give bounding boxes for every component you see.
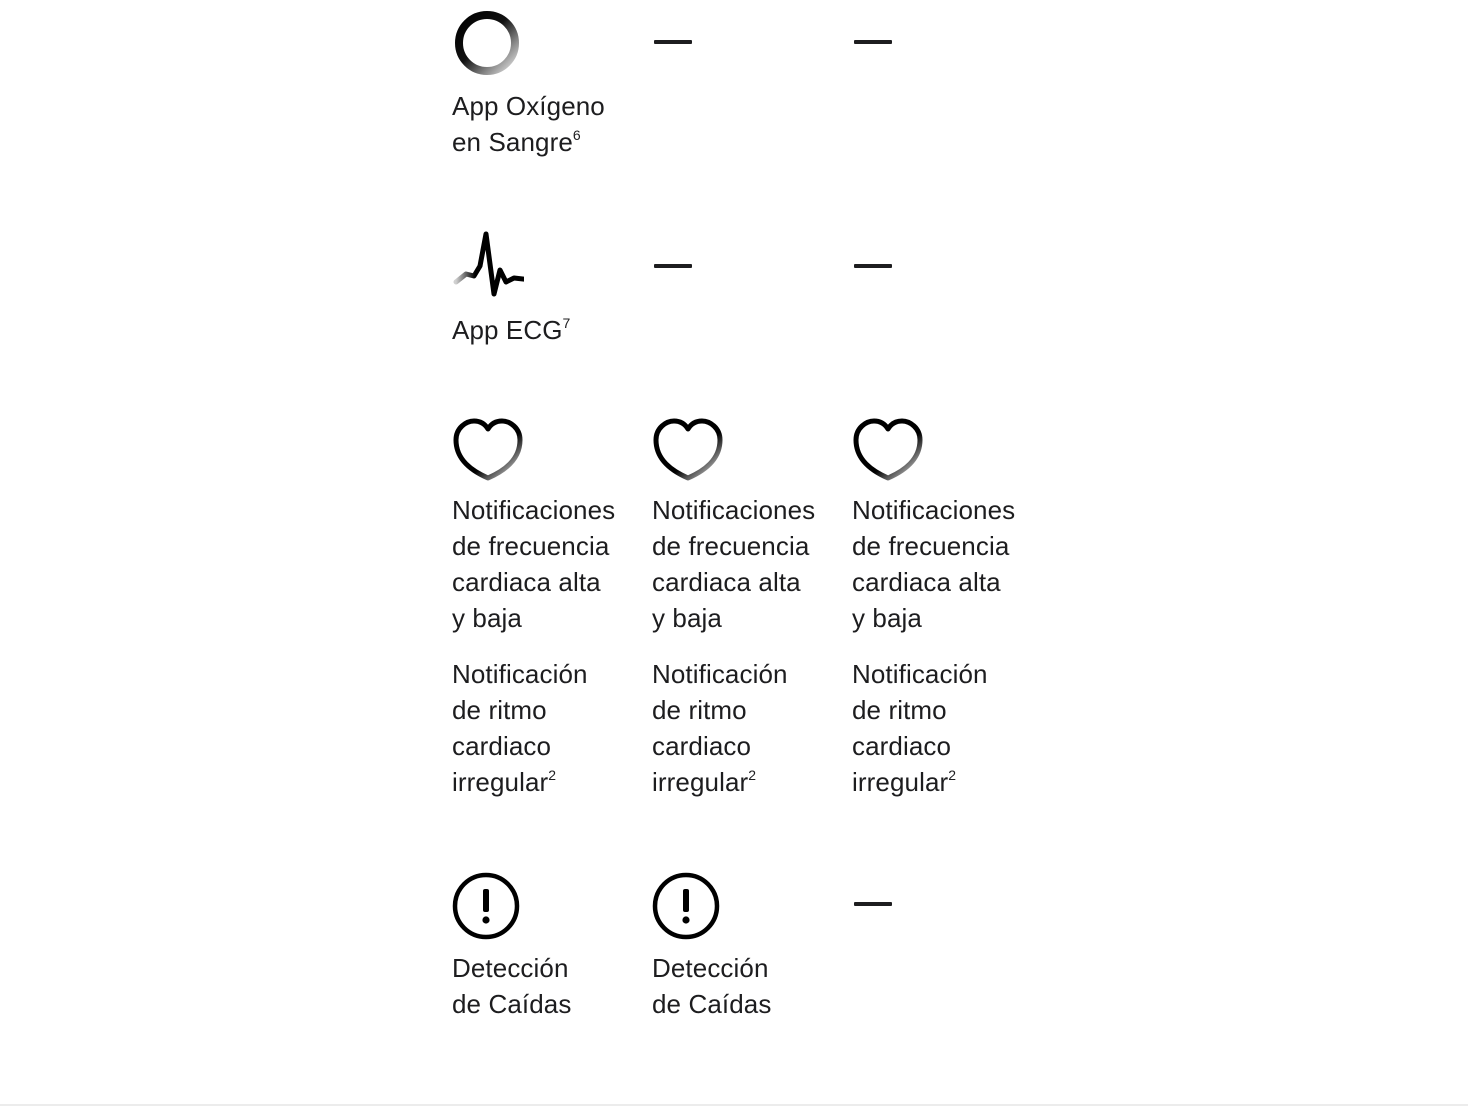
irregular-rhythm-label bbox=[652, 656, 842, 800]
ecg-footnote[interactable]: 7 bbox=[562, 315, 571, 331]
not-available-dash bbox=[854, 902, 892, 906]
irregular-rhythm-footnote[interactable]: 2 bbox=[948, 767, 957, 783]
irregular-rhythm-label bbox=[452, 656, 642, 800]
irregular-rhythm-text: Notificación de ritmo cardiaco irregular bbox=[452, 659, 588, 797]
blood-oxygen-label-line1: App Oxígeno bbox=[452, 91, 605, 121]
irregular-rhythm-text: Notificación de ritmo cardiaco irregular bbox=[852, 659, 988, 797]
heart-notifications-cell bbox=[852, 416, 1042, 800]
irregular-rhythm-text: Notificación de ritmo cardiaco irregular bbox=[652, 659, 788, 797]
ecg-waveform-icon bbox=[452, 230, 524, 302]
blood-oxygen-label-line2: en Sangre bbox=[452, 127, 573, 157]
not-available-dash bbox=[854, 40, 892, 44]
fall-detection-cell bbox=[652, 870, 842, 1022]
heart-outline-icon bbox=[852, 416, 924, 488]
blood-oxygen-ring-icon bbox=[452, 8, 524, 80]
fall-detection-label: Detección de Caídas bbox=[652, 953, 772, 1019]
irregular-rhythm-footnote[interactable]: 2 bbox=[548, 767, 557, 783]
heart-outline-icon bbox=[452, 416, 524, 488]
blood-oxygen-footnote[interactable]: 6 bbox=[572, 127, 581, 143]
irregular-rhythm-label bbox=[852, 656, 1042, 800]
high-low-heart-rate-label: Notificaciones de frecuencia cardiaca alta y baja bbox=[852, 495, 1016, 633]
fall-detection-label: Detección de Caídas bbox=[452, 953, 572, 1019]
not-available-dash bbox=[654, 40, 692, 44]
heart-outline-icon bbox=[652, 416, 724, 488]
blood-oxygen-cell bbox=[452, 8, 642, 160]
high-low-heart-rate-label: Notificaciones de frecuencia cardiaca alta y baja bbox=[452, 495, 616, 633]
bottom-divider bbox=[0, 1104, 1468, 1106]
blood-oxygen-label bbox=[452, 88, 642, 160]
ecg-cell bbox=[452, 230, 642, 348]
irregular-rhythm-footnote[interactable]: 2 bbox=[748, 767, 757, 783]
not-available-dash bbox=[654, 264, 692, 268]
heart-notifications-cell bbox=[452, 416, 642, 800]
exclamation-circle-icon bbox=[652, 870, 724, 942]
heart-notifications-cell bbox=[652, 416, 842, 800]
not-available-dash bbox=[854, 264, 892, 268]
ecg-label bbox=[452, 312, 642, 348]
high-low-heart-rate-label: Notificaciones de frecuencia cardiaca alta y baja bbox=[652, 495, 816, 633]
ecg-label-text: App ECG bbox=[452, 315, 563, 345]
fall-detection-cell bbox=[452, 870, 642, 1022]
exclamation-circle-icon bbox=[452, 870, 524, 942]
